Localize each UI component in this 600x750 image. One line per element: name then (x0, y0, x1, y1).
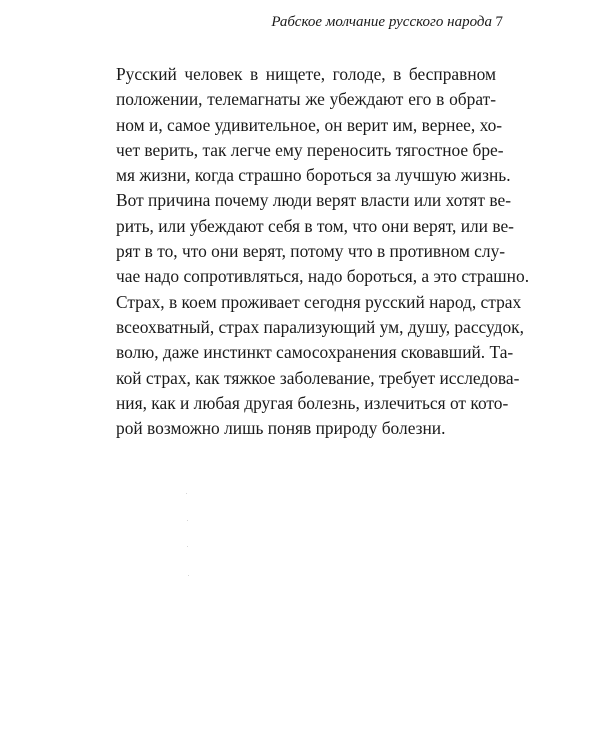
paragraph-line: рить, или убеждают себя в том, что они верят, или ве- (116, 215, 514, 236)
scan-speck (187, 546, 188, 547)
paragraph-line: Вот причина почему люди верят власти или хотят ве- (116, 190, 511, 211)
paragraph-line: чет верить, так легче ему переносить тягостное бре- (116, 139, 504, 160)
paragraph-line: волю, даже инстинкт самосохранения сковавший. Та- (116, 342, 514, 363)
scan-speck (186, 493, 187, 494)
paragraph-line: Страх, в коем проживает сегодня русский народ, страх (116, 291, 522, 312)
paragraph-line: рой возможно лишь поняв природу болезни. (116, 418, 446, 439)
scan-speck (187, 520, 188, 521)
scan-speck (188, 575, 189, 576)
paragraph-line: Русский человек в нищете, голоде, в бесправном (116, 64, 496, 84)
paragraph-line: чае надо сопротивляться, надо бороться, а это страшно. (116, 266, 530, 287)
paragraph-line: положении, телемагнаты же убеждают его в обрат- (116, 89, 496, 110)
paragraph-line: ния, как и любая другая болезнь, излечиться от кото- (116, 392, 509, 413)
paragraph-line: ном и, самое удивительное, он верит им, вернее, хо- (116, 114, 503, 135)
paragraph-line: кой страх, как тяжкое заболевание, требует исследова- (116, 367, 520, 388)
running-header-title: Рабское молчание русского народа (271, 14, 492, 30)
body-paragraph (116, 62, 530, 441)
paragraph-line: всеохватный, страх парализующий ум, душу, рассудок, (116, 316, 524, 337)
paragraph-line: мя жизни, когда страшно бороться за лучшую жизнь. (116, 165, 511, 186)
paragraph-line: рят в то, что они верят, потому что в противном слу- (116, 241, 506, 262)
page-number: 7 (495, 14, 503, 30)
